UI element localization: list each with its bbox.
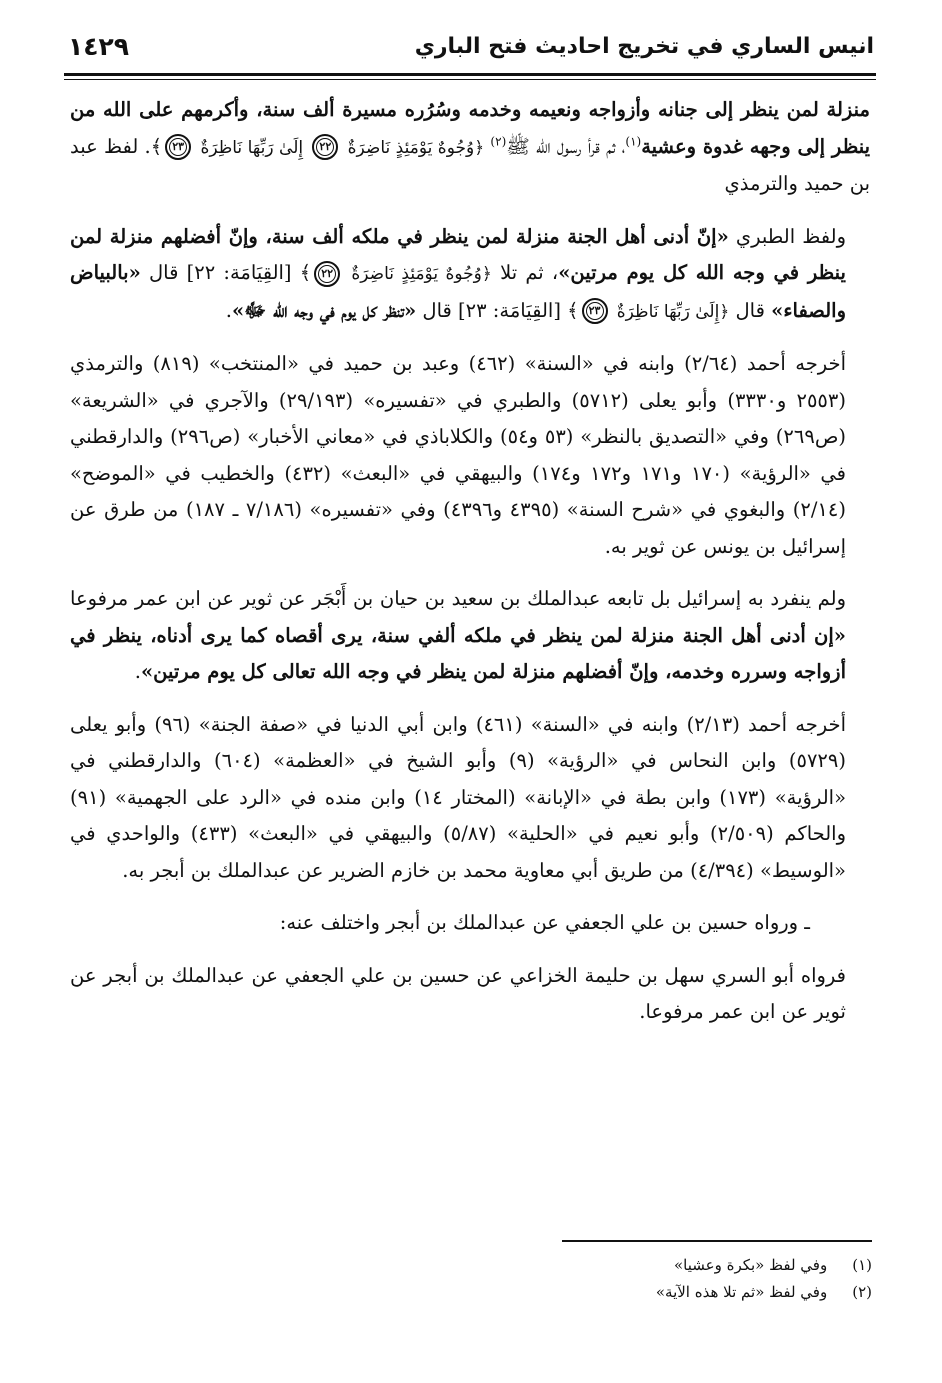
footnote-number: (٢) bbox=[852, 1283, 872, 1301]
text-run: ولم ينفرد به إسرائيل بل تابعه عبدالملك بن سعيد بن حيان بن أَبْجَر عن ثوير عن ابن عمر مرفوعا bbox=[70, 587, 846, 610]
text-run: قال bbox=[735, 298, 765, 322]
text-run: . bbox=[225, 298, 232, 322]
paragraph-4 bbox=[70, 581, 870, 691]
ayah-number-icon: ٢٢ bbox=[312, 134, 338, 160]
hadith-text: «بالبياض والصفاء» bbox=[70, 261, 846, 322]
footnote bbox=[70, 1252, 872, 1279]
header-rule-thick bbox=[64, 73, 876, 76]
paragraph-5-takhrij: أخرجه أحمد (٢/١٣) وابنه في «السنة» (٤٦١) وابن أبي الدنيا في «صفة الجنة» (٩٦) وأبو يعلى (٥٧٢٩) وابن النحاس في «الرؤية» (٩) وأبو الشيخ في «العظمة» (٦٠٤) والدارقطني في «الرؤية» (١٧٣) وابن بطة في «الإبانة» (المختار ١٤) وابن منده في «الرد على الجهمية» (٩١) والحاكم (٢/٥٠٩) وأبو نعيم في «الحلية» (٥/٨٧) والبيهقي في «البعث» (٤٣٣) والواحدي في «الوسيط» (٤/٣٩٤) من طريق أبي معاوية محمد بن خازم الضرير عن عبدالملك بن أبجر به. bbox=[70, 712, 847, 882]
hadith-text: منزلة لمن ينظر إلى جنانه وأزواجه ونعيمه وخدمه وسُرُره مسيرة ألف سنة، وأكرمهم على الله من ينظر إلى وجهه غدوة وعشية bbox=[70, 98, 871, 158]
book-title: انيس الساري في تخريج احاديث فتح الباري bbox=[414, 34, 874, 59]
text-run: ولفظ الطبري bbox=[735, 224, 846, 248]
text-run: ، ثم تلا bbox=[500, 261, 559, 284]
ayah-number-icon: ٢٢ bbox=[314, 261, 340, 287]
footnote bbox=[70, 1279, 872, 1306]
hadith-text: «إنّ أدنى أهل الجنة منزلة لمن ينظر في ملكه ألف سنة، وإنّ أفضلهم منزلة لمن ينظر في وجه الله كل يوم مرتين» bbox=[70, 224, 846, 284]
quran-verse: ﴿وُجُوهٌ يَوْمَئِذٍ نَاضِرَةٌ bbox=[351, 264, 492, 284]
ayah-number-icon: ٢٣ bbox=[582, 298, 608, 324]
text-run: . bbox=[134, 660, 141, 683]
footnote-number: (١) bbox=[852, 1256, 872, 1274]
page-number: ١٤٢٩ bbox=[68, 32, 130, 61]
text-run: ، ثم قرأ رسول الله ﷺ bbox=[506, 134, 626, 158]
footnote-text: وفي لفظ «بكرة وعشيا» bbox=[673, 1256, 828, 1274]
text-run: ﴾ [القِيَامَة: ٢٢] قال bbox=[149, 261, 312, 284]
quran-verse: ﴿وُجُوهٌ يَوْمَئِذٍ نَاضِرَةٌ bbox=[347, 137, 485, 158]
paragraph-2 bbox=[70, 219, 870, 331]
paragraph-7: فرواه أبو السري سهل بن حليمة الخزاعي عن حسين بن علي الجعفي عن عبدالملك بن أبجر عن ثوير عن ابن عمر مرفوعا. bbox=[70, 963, 846, 1023]
paragraph-3-takhrij: أخرجه أحمد (٢/٦٤) وابنه في «السنة» (٤٦٢) وعبد بن حميد في «المنتخب» (٨١٩) والترمذي (٢٥٥٣ و٣٣٣٠) وأبو يعلى (٥٧١٢) والطبري في «تفسيره» (٢٩/١٩٣) والآجري في «الشريعة» (ص٢٦٩) وفي «التصديق بالنظر» (٥٣ و٥٤) والكلاباذي في «معاني الأخبار» (ص٢٩٦) والدارقطني في «الرؤية» (١٧٠ و١٧١ و١٧٢ و١٧٤) والبيهقي في «البعث» (٤٣٢) والخطيب في «الموضح» (٢/١٤) والبغوي في «شرح السنة» (٤٣٩٥ و٤٣٩٦) وفي «تفسيره» (٧/١٨٦ ـ ١٨٧) من طرق عن إسرائيل بن يونس عن ثوير به. bbox=[70, 352, 847, 558]
text-run: ﴾ [القِيَامَة: ٢٣] قال bbox=[422, 298, 579, 322]
hadith-text: «تنظر كل يوم في وجه الله ﷻ» bbox=[231, 298, 417, 322]
footnotes bbox=[70, 1252, 872, 1306]
header-rule-thin bbox=[64, 79, 876, 80]
hadith-text: «إن أدنى أهل الجنة منزلة لمن ينظر في ملكه ألفي سنة، يرى أقصاه كما يرى أدناه، ينظر في أزواجه وسرره وخدمه، وإنّ أفضلهم منزلة لمن ينظر في وجه الله تعالى كل يوم مرتين» bbox=[70, 623, 846, 683]
ayah-number-icon: ٢٣ bbox=[165, 134, 191, 160]
footnote-ref-2: (٢) bbox=[490, 134, 507, 148]
footnote-text: وفي لفظ «ثم تلا هذه الآية» bbox=[655, 1283, 828, 1301]
footnote-separator bbox=[562, 1240, 872, 1242]
main-text bbox=[70, 92, 870, 1047]
footnote-ref-1: (١) bbox=[625, 134, 642, 148]
quran-verse: ﴿إِلَىٰ رَبِّهَا نَاظِرَةٌ bbox=[616, 301, 730, 322]
quran-verse: إِلَىٰ رَبِّهَا نَاظِرَةٌ bbox=[200, 137, 304, 158]
running-header bbox=[68, 30, 874, 70]
paragraph-1 bbox=[70, 92, 870, 203]
text-run: ﴾. لفظ عبد بن حميد والترمذي bbox=[70, 134, 870, 195]
paragraph-6: ـ ورواه حسين بن علي الجعفي عن عبدالملك بن أبجر واختلف عنه: bbox=[279, 911, 810, 934]
